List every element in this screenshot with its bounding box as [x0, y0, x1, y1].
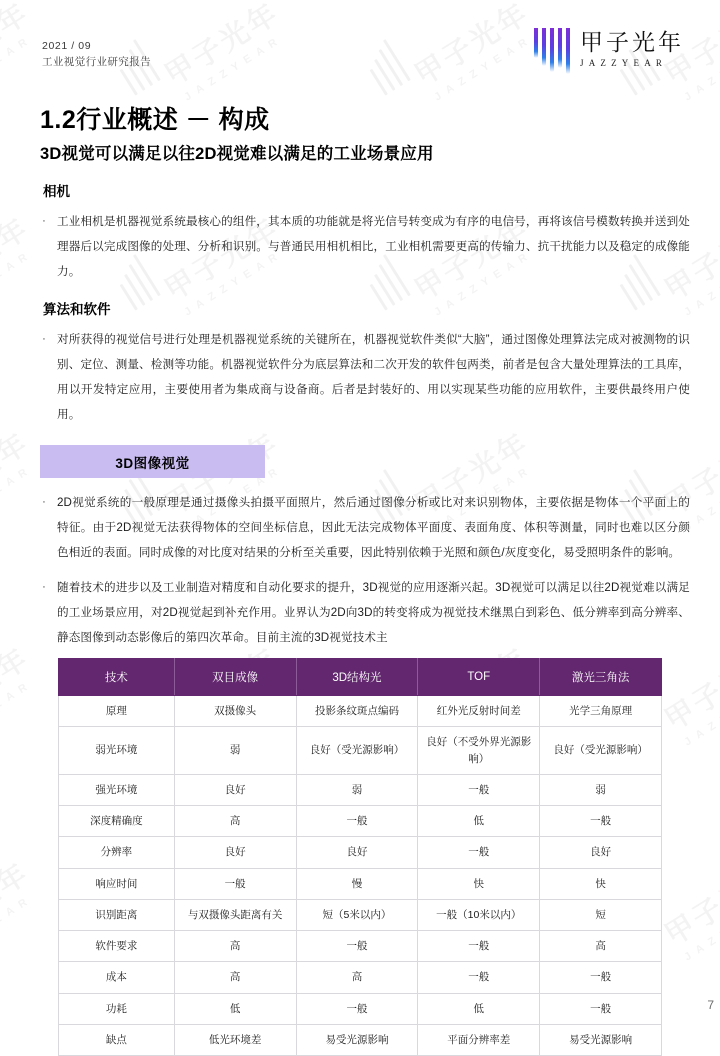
- bullet-marker-icon: ·: [42, 333, 46, 345]
- logo-bars-icon: [534, 26, 570, 76]
- logo-bar-4: [558, 28, 562, 68]
- section-heading-camera: 相机: [43, 184, 70, 199]
- table-cell: 高: [174, 962, 296, 993]
- table-row: [59, 696, 662, 727]
- table-body: [59, 696, 662, 1056]
- table-row-label: 识别距离: [59, 899, 175, 930]
- brand-logo: [534, 26, 684, 76]
- table-cell: 低光环境差: [174, 1024, 296, 1055]
- table-cell: 一般: [296, 931, 418, 962]
- table-column-header-0: 技术: [59, 659, 175, 696]
- bullet-text-algorithm-software: 对所获得的视觉信号进行处理是机器视觉系统的关键所在，机器视觉软件类似“大脑”，通过图像处理算法完成对被测物的识别、定位、测量、检测等功能。机器视觉软件分为底层算法和二次开发的软件包两类，前者是包含大量处理算法的工具库，用以开发特定应用，主要使用者为集成商与设备商。后者是封装好的、用以实现某些功能的应用软件，主要供最终用户使用。: [57, 333, 690, 421]
- table-row: [59, 1024, 662, 1055]
- bullet-text-3d-vision: 随着技术的进步以及工业制造对精度和自动化要求的提升，3D视觉的应用逐渐兴起。3D视觉可以满足以往2D视觉难以满足的工业场景应用，对2D视觉起到补充作用。业界认为2D向3D的转变将成为视觉技术继黑白到彩色、低分辨率到高分辨率、静态图像到动态影像后的第四次革命。目前主流的3D视觉技术主: [57, 581, 690, 644]
- bullet-text-camera: 工业相机是机器视觉系统最核心的组件，其本质的功能就是将光信号转变成为有序的电信号，再将该信号模数转换并送到处理器后以完成图像的处理、分析和识别。与普通民用相机相比，工业相机需要更高的传输力、抗干扰能力以及稳定的成像能力。: [57, 215, 690, 278]
- table-cell: 平面分辨率差: [418, 1024, 540, 1055]
- table-row-label: 响应时间: [59, 868, 175, 899]
- table-header-row: [59, 659, 662, 696]
- table-row: [59, 806, 662, 837]
- page-title: 1.2行业概述 － 构成: [40, 106, 270, 134]
- table-cell: 一般: [418, 837, 540, 868]
- bullet-item-camera: [40, 209, 690, 284]
- page-number: 7: [707, 998, 714, 1012]
- table-cell: 弱: [540, 774, 662, 805]
- table-cell: 红外光反射时间差: [418, 696, 540, 727]
- table-column-header-2: 3D结构光: [296, 659, 418, 696]
- table-cell: 一般: [296, 806, 418, 837]
- table-cell: 一般: [540, 962, 662, 993]
- bullet-item-algorithm-software: [40, 327, 690, 427]
- table-cell: 低: [418, 993, 540, 1024]
- report-subtitle: 工业视觉行业研究报告: [42, 56, 151, 69]
- callout-3d-vision: [40, 445, 265, 478]
- table-cell: 短: [540, 899, 662, 930]
- logo-bar-3: [550, 28, 554, 72]
- table-row: [59, 993, 662, 1024]
- logo-text: [580, 26, 684, 68]
- logo-name-cn: 甲子光年: [580, 29, 684, 55]
- table-row: [59, 774, 662, 805]
- table-row: [59, 962, 662, 993]
- logo-bar-5: [566, 28, 570, 74]
- table-cell: 良好（受光源影响）: [540, 727, 662, 775]
- bullet-text-2d-vision: 2D视觉系统的一般原理是通过摄像头拍摄平面照片，然后通过图像分析或比对来识别物体，主要依据是物体一个平面上的特征。由于2D视觉无法获得物体的空间坐标信息，因此无法完成物体平面度、表面角度、体积等测量，同时也难以区分颜色相近的表面。同时成像的对比度对结果的分析至关重要，因此特别依赖于光照和颜色/灰度变化，易受照明条件的影响。: [57, 496, 690, 559]
- bullet-marker-icon: ·: [42, 496, 46, 508]
- table-row-label: 强光环境: [59, 774, 175, 805]
- bullet-marker-icon: ·: [42, 215, 46, 227]
- table-header: [59, 659, 662, 696]
- table-row: [59, 837, 662, 868]
- table-cell: 一般（10米以内）: [418, 899, 540, 930]
- table-row-label: 成本: [59, 962, 175, 993]
- technology-comparison-table: [58, 658, 662, 1056]
- table-cell: 良好: [296, 837, 418, 868]
- table-cell: 慢: [296, 868, 418, 899]
- table-cell: 易受光源影响: [540, 1024, 662, 1055]
- table-cell: 一般: [540, 806, 662, 837]
- page-content: [40, 180, 690, 660]
- report-date: 2021 / 09: [42, 40, 92, 52]
- table-cell: 低: [418, 806, 540, 837]
- table-cell: 一般: [540, 993, 662, 1024]
- table-row-label: 功耗: [59, 993, 175, 1024]
- bullet-marker-icon: ·: [42, 581, 46, 593]
- section-heading-algorithm-software: 算法和软件: [43, 302, 111, 317]
- bullet-item-2d-vision: [40, 490, 690, 565]
- table-cell: 弱: [174, 727, 296, 775]
- table-cell: 一般: [296, 993, 418, 1024]
- table-cell: 快: [418, 868, 540, 899]
- table-cell: 投影条纹斑点编码: [296, 696, 418, 727]
- table-cell: 高: [174, 806, 296, 837]
- table-row: [59, 899, 662, 930]
- table-cell: 快: [540, 868, 662, 899]
- document-meta: [42, 38, 151, 71]
- logo-bar-2: [542, 28, 546, 66]
- table-row-label: 原理: [59, 696, 175, 727]
- table-cell: 良好（受光源影响）: [296, 727, 418, 775]
- table-cell: 短（5米以内）: [296, 899, 418, 930]
- table-cell: 光学三角原理: [540, 696, 662, 727]
- table-row: [59, 931, 662, 962]
- logo-name-en: JAZZYEAR: [580, 58, 668, 69]
- table-row-label: 软件要求: [59, 931, 175, 962]
- table-cell: 良好（不受外界光源影响）: [418, 727, 540, 775]
- table-cell: 一般: [174, 868, 296, 899]
- table-cell: 良好: [174, 774, 296, 805]
- logo-bar-1: [534, 28, 538, 58]
- table-column-header-3: TOF: [418, 659, 540, 696]
- table-cell: 一般: [418, 931, 540, 962]
- table-column-header-1: 双目成像: [174, 659, 296, 696]
- table-row: [59, 727, 662, 775]
- table-cell: 双摄像头: [174, 696, 296, 727]
- table-cell: 低: [174, 993, 296, 1024]
- table-cell: 高: [174, 931, 296, 962]
- table-cell: 弱: [296, 774, 418, 805]
- page-header: [0, 0, 720, 92]
- table-row-label: 深度精确度: [59, 806, 175, 837]
- table-cell: 高: [540, 931, 662, 962]
- callout-label: 3D图像视觉: [115, 455, 190, 471]
- table-cell: 一般: [418, 962, 540, 993]
- table-cell: 高: [296, 962, 418, 993]
- table-cell: 易受光源影响: [296, 1024, 418, 1055]
- page-subtitle: 3D视觉可以满足以往2D视觉难以满足的工业场景应用: [40, 145, 434, 163]
- table-cell: 良好: [540, 837, 662, 868]
- bullet-item-3d-vision: [40, 575, 690, 650]
- table-row-label: 缺点: [59, 1024, 175, 1055]
- table-cell: 良好: [174, 837, 296, 868]
- table-column-header-4: 激光三角法: [540, 659, 662, 696]
- table-row-label: 分辨率: [59, 837, 175, 868]
- table-row-label: 弱光环境: [59, 727, 175, 775]
- table-row: [59, 868, 662, 899]
- table-cell: 一般: [418, 774, 540, 805]
- table-cell: 与双摄像头距离有关: [174, 899, 296, 930]
